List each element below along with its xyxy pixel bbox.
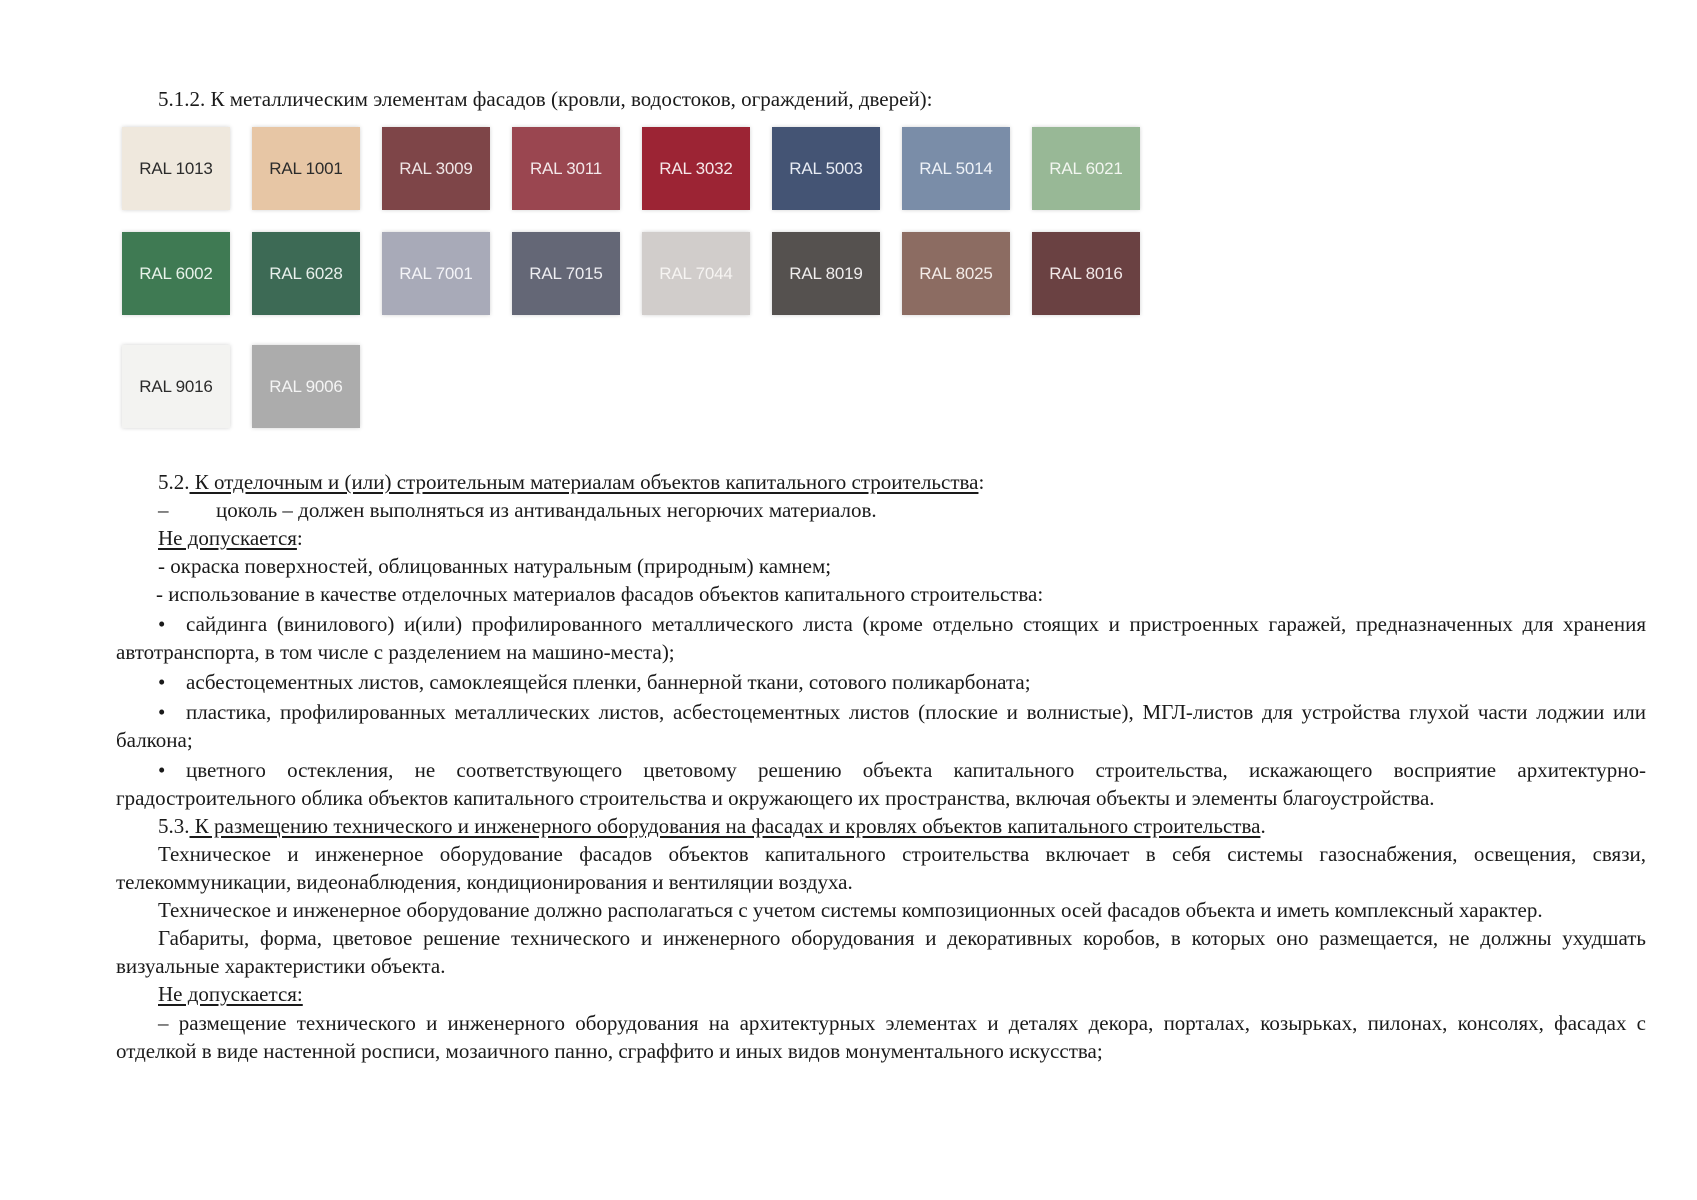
section-5-3-dot: . — [1260, 814, 1266, 838]
swatch-ral-1001: RAL 1001 — [252, 127, 360, 210]
swatch-ral-7044: RAL 7044 — [642, 232, 750, 315]
section-5-3-heading — [116, 812, 1646, 840]
bullet-asbestos — [116, 668, 1646, 696]
swatch-ral-8016: RAL 8016 — [1032, 232, 1140, 315]
paragraph-equipment-dimensions: Габариты, форма, цветовое решение технического и инженерного оборудования и декоративных коробов, в которых оно размещается, не должны ухудшать визуальные характеристики объекта. — [116, 926, 1646, 978]
item-painting: - окраска поверхностей, облицованных натуральным (природным) камнем; — [158, 554, 832, 578]
bullet-siding-text: сайдинга (винилового) и(или) профилированного металлического листа (кроме отдельно стоящих и пристроенных гаражей, предназначенных для хранения автотранспорта, в том числе с разделением на машино-места); — [116, 612, 1646, 664]
item-finishing-use: - использование в качестве отделочных материалов фасадов объектов капитального строительства: — [156, 582, 1044, 606]
paragraph-equipment-systems: Техническое и инженерное оборудование фасадов объектов капитального строительства включает в себя системы газоснабжения, освещения, связи, телекоммуникации, видеонаблюдения, кондиционирования и вентиляции воздуха. — [116, 842, 1646, 894]
swatch-ral-5014: RAL 5014 — [902, 127, 1010, 210]
bullet-marker: • — [158, 612, 166, 636]
swatch-ral-8019: RAL 8019 — [772, 232, 880, 315]
swatch-ral-3032: RAL 3032 — [642, 127, 750, 210]
not-allowed-colon: : — [296, 526, 303, 550]
not-allowed-label: Не допускается — [158, 526, 297, 550]
bullet-siding — [116, 610, 1646, 666]
not-allowed-heading-1 — [116, 524, 1646, 552]
swatch-ral-3009: RAL 3009 — [382, 127, 490, 210]
swatch-ral-9006: RAL 9006 — [252, 345, 360, 428]
dash-marker: – — [158, 498, 169, 522]
section-5-2-title: К отделочным и (или) строительным материалам объектов капитального строительства — [189, 470, 979, 494]
bullet-marker: • — [158, 700, 166, 724]
section-5-1-2-heading: 5.1.2. К металлическим элементам фасадов (кровли, водостоков, ограждений, дверей): — [158, 87, 933, 111]
swatch-ral-1013: RAL 1013 — [122, 127, 230, 210]
section-5-3-number: 5.3. — [158, 814, 190, 838]
bullet-plastic-text: пластика, профилированных металлических листов, асбестоцементных листов (плоские и волнистые), МГЛ-листов для устройства глухой части лоджии или балкона; — [116, 700, 1646, 752]
swatch-ral-7015: RAL 7015 — [512, 232, 620, 315]
bullet-marker: • — [158, 670, 166, 694]
plinth-text: цоколь – должен выполняться из антивандальных негорючих материалов. — [216, 498, 877, 522]
bullet-marker: • — [158, 758, 166, 782]
paragraph-prohibited-placement: – размещение технического и инженерного оборудования на архитектурных элементах и деталях декора, порталах, козырьках, пилонах, консолях, фасадах с отделкой в виде настенной росписи, мозаичного панно, сграффито и иных видов монументального искусства; — [116, 1011, 1646, 1063]
swatch-ral-9016: RAL 9016 — [122, 345, 230, 428]
not-allowed-label-2: Не допускается: — [158, 982, 303, 1006]
paragraph-equipment-placement: Техническое и инженерное оборудование должно располагаться с учетом системы композиционных осей фасадов объекта и иметь комплексный характер. — [158, 898, 1543, 922]
section-5-3-title: К размещению технического и инженерного оборудования на фасадах и кровлях объектов капитального строительства — [189, 814, 1261, 838]
not-allowed-heading-2 — [116, 980, 1646, 1008]
section-5-2-number: 5.2. — [158, 470, 190, 494]
swatch-ral-6021: RAL 6021 — [1032, 127, 1140, 210]
swatch-ral-7001: RAL 7001 — [382, 232, 490, 315]
bullet-plastic — [116, 698, 1646, 754]
section-5-2-colon: : — [978, 470, 985, 494]
bullet-glazing — [116, 756, 1646, 812]
document-body — [116, 468, 1646, 1065]
swatch-ral-5003: RAL 5003 — [772, 127, 880, 210]
bullet-glazing-text: цветного остекления, не соответствующего цветовому решению объекта капитального строительства, искажающего восприятие архитектурно-градостроительного облика объектов капитального строительства и окружающего их пространства, включая объекты и элементы благоустройства. — [116, 758, 1646, 810]
section-5-2-heading — [116, 468, 1646, 496]
ral-color-palette — [122, 127, 1142, 432]
swatch-ral-6002: RAL 6002 — [122, 232, 230, 315]
swatch-ral-8025: RAL 8025 — [902, 232, 1010, 315]
swatch-ral-6028: RAL 6028 — [252, 232, 360, 315]
swatch-ral-3011: RAL 3011 — [512, 127, 620, 210]
plinth-requirement — [116, 496, 1646, 524]
bullet-asbestos-text: асбестоцементных листов, самоклеящейся пленки, баннерной ткани, сотового поликарбоната; — [186, 670, 1031, 694]
